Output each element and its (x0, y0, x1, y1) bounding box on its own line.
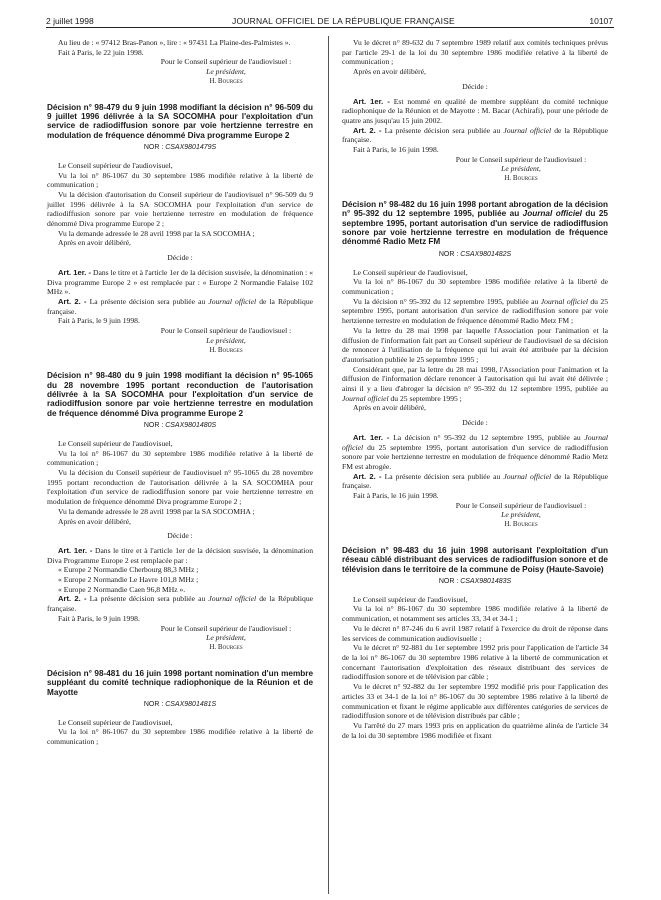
paragraph (342, 297, 608, 326)
article-label: Art. 2. - (353, 471, 382, 481)
list-item: « Europe 2 Normandie Cherbourg 88,3 MHz ; (58, 565, 199, 575)
paragraph: Après en avoir délibéré, (353, 67, 426, 77)
signature-block (434, 155, 608, 184)
signature-title: Le président, (206, 67, 246, 77)
signature-name: H. Bourges (504, 174, 538, 183)
nor-label: NOR : (143, 144, 166, 152)
signature-name: H. Bourges (209, 643, 243, 651)
paragraph: Vu la demande adressée le 28 avril 1998 par la SA SOCOMHA ; (58, 228, 255, 238)
article-text: La présente décision sera publiée au (86, 594, 209, 604)
journal-name: Journal officiel (540, 296, 588, 306)
article-label: Art. 2. - (58, 296, 87, 306)
article-label: Art. 1er. - (353, 96, 390, 106)
signature-block (434, 501, 608, 530)
nor-label: NOR : (143, 422, 166, 430)
header-journal-title: JOURNAL OFFICIEL DE LA RÉPUBLIQUE FRANÇAISE (232, 16, 455, 26)
journal-name: Journal officiel (342, 432, 609, 452)
journal-name: Journal officiel (503, 471, 552, 481)
running-header (0, 0, 661, 30)
signature-block (139, 624, 313, 653)
article-text: de la République française. (342, 471, 608, 491)
paragraph: Le Conseil supérieur de l'audiovisuel, (58, 160, 173, 170)
paragraph: Au lieu de : « 97412 Bras-Panon », lire : « 97431 La Plaine-des-Palmistes ». (58, 38, 291, 47)
nor-reference (47, 421, 313, 431)
paragraph: Vu le décret n° 92-882 du 1er septembre 1992 modifié pris pour l'application des articles 33 et 34-1 de la loi n° 86-1067 du 30 septembre 1986 relative à la liberté de communication et fixant le régime applicable aux différentes catégories de services de radiodiffusion sonore et de télévision distribués par câble ; (342, 682, 608, 721)
decision-title: Décision n° 98-483 du 16 juin 1998 autorisant l'exploitation d'un réseau câblé distribuant des services de radiodiffusion sonore et de télévision dans le territoire de la commune de Poisy (Haute-Savoie) (342, 545, 608, 574)
paragraph: Vu l'arrêté du 27 mars 1993 pris en application du quatrième alinéa de l'article 34 de la loi du 30 septembre 1986 modifiée et fixant (342, 720, 608, 740)
paragraph-text: Considérant que, par la lettre du 28 mai 1998, l'Association pour l'animation et la diffusion de l'information déclare renoncer à l'autorisation qui lui avait été délivrée ; ainsi il y a lieu d'abroger la décision n° 95-392 du 12 septembre 1995, publiée au (342, 364, 608, 394)
signature-name: H. Bourges (209, 345, 243, 354)
paragraph: Vu la loi n° 86-1067 du 30 septembre 1986 modifiée relative à la liberté de communication ; (342, 277, 608, 296)
article-text: Est nommé en qualité de membre suppléant du comité technique radiophonique de la Réunion et de Mayotte : M. Bacar (Achirafi), pour une période de quatre ans jusqu'au 15 juin 2002. (342, 96, 608, 125)
article-text: du 25 septembre 1995, portant autorisation d'un service de radiodiffusion sonore par voie hertzienne terrestre en modulation de fréquence dénommé Radio Metz FM est abrogée. (342, 442, 608, 471)
list-item: « Europe 2 Normandie Caen 96,8 MHz ». (58, 584, 186, 594)
nor-label: NOR : (438, 250, 461, 258)
signature-line: Pour le Conseil supérieur de l'audiovisuel : (455, 154, 587, 164)
journal-name: Journal officiel (208, 594, 257, 604)
paragraph: Vu le décret n° 89-632 du 7 septembre 1989 relatif aux comités techniques prévus par l'article 29-1 de la loi du 30 septembre 1986 modifiée relative à la liberté de communication ; (342, 38, 608, 67)
nor-label: NOR : (438, 578, 461, 586)
article-text: La présente décision sera publiée au (86, 296, 209, 306)
article-2 (342, 126, 608, 145)
signature-block (139, 57, 313, 86)
article-label: Art. 1er. - (353, 432, 390, 442)
nor-code: CSAX9801483S (460, 578, 512, 586)
decide-heading: Décide : (462, 418, 488, 428)
nor-code: CSAX9801479S (165, 144, 217, 152)
nor-reference (47, 700, 313, 710)
article-text: de la République française. (342, 125, 608, 145)
column-separator (328, 36, 329, 894)
paragraph (342, 365, 608, 404)
header-page-number: 10107 (589, 16, 613, 26)
article-label: Art. 1er. - (58, 267, 92, 277)
article-1 (47, 546, 313, 565)
signature-line: Pour le Conseil supérieur de l'audiovisuel : (160, 57, 292, 67)
erratum-end (47, 38, 313, 87)
paragraph: Le Conseil supérieur de l'audiovisuel, (58, 438, 173, 448)
title-text: du 25 septembre 1995, portant autorisation d'un service de radiodiffusion sonore par voie hertzienne terrestre en modulation de fréquence dénommé Radio Metz FM (342, 209, 608, 247)
decision-98-483 (342, 546, 608, 740)
decide-heading: Décide : (167, 531, 193, 541)
signature-line: Pour le Conseil supérieur de l'audiovisuel : (160, 623, 292, 633)
signature-title: Le président, (206, 633, 246, 643)
article-2 (342, 472, 608, 491)
article-text: Dans le titre et à l'article 1er de la décision susvisée, la dénomination : « Diva programme Europe 2 » est remplacée par : « Europe 2 Normandie Falaise 102 MHz ». (47, 267, 313, 297)
right-column (342, 38, 608, 740)
nor-reference (342, 577, 608, 587)
signature-title: Le président, (206, 335, 246, 345)
decide-heading: Décide : (462, 81, 488, 91)
article-text: Dans le titre et à l'article 1er de la décision susvisée, la dénomination Diva Programme Europe 2 est remplacée par : (47, 545, 313, 565)
signature-name: H. Bourges (504, 520, 538, 529)
header-date: 2 juillet 1998 (46, 16, 94, 26)
decision-title: Décision n° 98-479 du 9 juin 1998 modifiant la décision n° 96-509 du 9 juillet 1996 délivrée à la SA SOCOMHA pour l'exploitation d'un service de radiodiffusion sonore par voie hertzienne terrestre en modulation de fréquence dénommé Diva programme Europe 2 (47, 102, 313, 140)
article-2 (47, 297, 313, 316)
nor-label: NOR : (143, 700, 166, 708)
paragraph: Vu la lettre du 28 mai 1998 par laquelle l'Association pour l'animation et la diffusion de l'information fait part au Conseil supérieur de l'audiovisuel de sa décision de renoncer à l'utilisation de la fréquence qui lui avait été attribuée par la décision d'autorisation publiée le 25 septembre 1995 ; (342, 325, 608, 364)
article-label: Art. 2. - (58, 594, 87, 604)
list-item: « Europe 2 Normandie Le Havre 101,8 MHz ; (58, 575, 199, 585)
signature-block (139, 326, 313, 355)
nor-code: CSAX9801480S (165, 422, 217, 430)
paragraph: Vu la loi n° 86-1067 du 30 septembre 1986 modifiée relative à la liberté de communication ; (47, 170, 313, 190)
decision-98-479 (47, 103, 313, 356)
paragraph: Après en avoir délibéré, (353, 403, 426, 413)
paragraph: Vu le décret n° 92-881 du 1er septembre 1992 pris pour l'application de l'article 34 de la loi n° 86-1067 du 30 septembre 1986 relative à la liberté de communication et concernant l'autorisation d'exploitation des réseaux distribuant des services de radiodiffusion sonore et de télévision par câble ; (342, 643, 608, 682)
decision-98-481-continued (342, 38, 608, 184)
paragraph-text: Vu la décision n° 95-392 du 12 septembre 1995, publiée au (353, 296, 541, 306)
paragraph-text: du 25 septembre 1995 ; (388, 393, 462, 403)
paragraph: Vu le décret n° 87-246 du 6 avril 1987 relatif à l'exercice du droit de réponse dans les services de communication audiovisuelle ; (342, 623, 608, 643)
article-text: de la République française. (47, 594, 313, 614)
paragraph: Le Conseil supérieur de l'audiovisuel, (353, 594, 468, 604)
article-2 (47, 594, 313, 613)
title-text: Décision n° 98-482 du 16 juin 1998 portant abrogation de la décision n° 95-392 du 12 septembre 1995, publiée au (342, 199, 608, 219)
left-column (47, 38, 313, 747)
signature-name: H. Bourges (209, 76, 243, 85)
fait-line: Fait à Paris, le 9 juin 1998. (58, 613, 140, 623)
paragraph: Vu la loi n° 86-1067 du 30 septembre 1986 modifiée relative à la liberté de communication ; (47, 448, 313, 468)
fait-line: Fait à Paris, le 16 juin 1998. (353, 491, 439, 501)
paragraph: Vu la décision d'autorisation du Conseil supérieur de l'audiovisuel n° 96-509 du 9 juillet 1996 délivrée à la SA SOCOMHA pour l'exploitation d'un service de radiodiffusion sonore par voie hertzienne terrestre en modulation de fréquence dénommé Diva programme Europe 2 ; (47, 189, 313, 229)
decision-title: Décision n° 98-480 du 9 juin 1998 modifiant la décision n° 95-1065 du 28 novembre 1995 portant reconduction de l'autorisation délivrée à la SA SOCOMHA pour l'exploitation d'un service de radiodiffusion sonore par voie hertzienne terrestre en modulation de fréquence dénommé Diva programme Europe 2 (47, 371, 313, 418)
article-1 (342, 433, 608, 472)
paragraph: Le Conseil supérieur de l'audiovisuel, (58, 717, 173, 727)
article-1 (342, 97, 608, 126)
nor-code: CSAX9801481S (165, 700, 217, 708)
paragraph-text: du 25 septembre 1995, portant autorisation d'un service de radiodiffusion sonore par voie hertzienne terrestre en modulation de fréquence dénommé Radio Metz FM ; (342, 296, 609, 326)
journal-name: Journal officiel (522, 209, 582, 219)
decision-title: Décision n° 98-481 du 16 juin 1998 portant nomination d'un membre suppléant du comité technique radiophonique de la Réunion et de Mayotte (47, 668, 313, 697)
journal-name: Journal officiel (342, 393, 389, 403)
paragraph: Le Conseil supérieur de l'audiovisuel, (353, 267, 468, 277)
fait-line: Fait à Paris, le 16 juin 1998. (353, 145, 439, 155)
nor-reference (342, 250, 608, 260)
decision-98-482 (342, 200, 608, 530)
paragraph: Vu la demande adressée le 28 avril 1998 par la SA SOCOMHA ; (58, 506, 255, 516)
article-text: de la République française. (47, 296, 313, 316)
decision-98-481 (47, 669, 313, 747)
article-text: La présente décision sera publiée au (381, 471, 504, 481)
paragraph: Après en avoir délibéré, (58, 516, 131, 526)
decision-98-480 (47, 371, 313, 653)
paragraph: Vu la décision du Conseil supérieur de l'audiovisuel n° 95-1065 du 28 novembre 1995 portant reconduction de l'autorisation délivrée à la SA SOCOMHA pour l'exploitation d'un service de radiodiffusion sonore par voie hertzienne terrestre en modulation de fréquence dénommé Diva programme Europe 2 ; (47, 468, 313, 507)
article-text: La présente décision sera publiée au (381, 125, 504, 135)
journal-name: Journal officiel (208, 296, 257, 306)
signature-title: Le président, (501, 510, 541, 520)
journal-name: Journal officiel (503, 125, 552, 135)
fait-line: Fait à Paris, le 9 juin 1998. (58, 316, 140, 326)
paragraph: Après en avoir délibéré, (58, 238, 131, 248)
header-rule (46, 27, 614, 28)
article-text: La décision n° 95-392 du 12 septembre 1995, publiée au (389, 432, 585, 442)
article-1 (47, 268, 313, 297)
decision-title (342, 200, 608, 247)
signature-title: Le président, (501, 164, 541, 174)
nor-reference (47, 143, 313, 153)
signature-line: Pour le Conseil supérieur de l'audiovisuel : (455, 500, 587, 510)
paragraph: Vu la loi n° 86-1067 du 30 septembre 1986 modifiée relative à la liberté de communication ; (47, 727, 313, 747)
signature-line: Pour le Conseil supérieur de l'audiovisuel : (160, 326, 292, 336)
decide-heading: Décide : (167, 253, 193, 263)
nor-code: CSAX9801482S (460, 250, 512, 258)
fait-line: Fait à Paris, le 22 juin 1998. (58, 47, 144, 57)
article-label: Art. 1er. - (58, 545, 93, 555)
paragraph: Vu la loi n° 86-1067 du 30 septembre 1986 modifiée relative à la liberté de communication, et notamment ses articles 33, 34 et 34-1 ; (342, 604, 608, 624)
article-label: Art. 2. - (353, 125, 382, 135)
